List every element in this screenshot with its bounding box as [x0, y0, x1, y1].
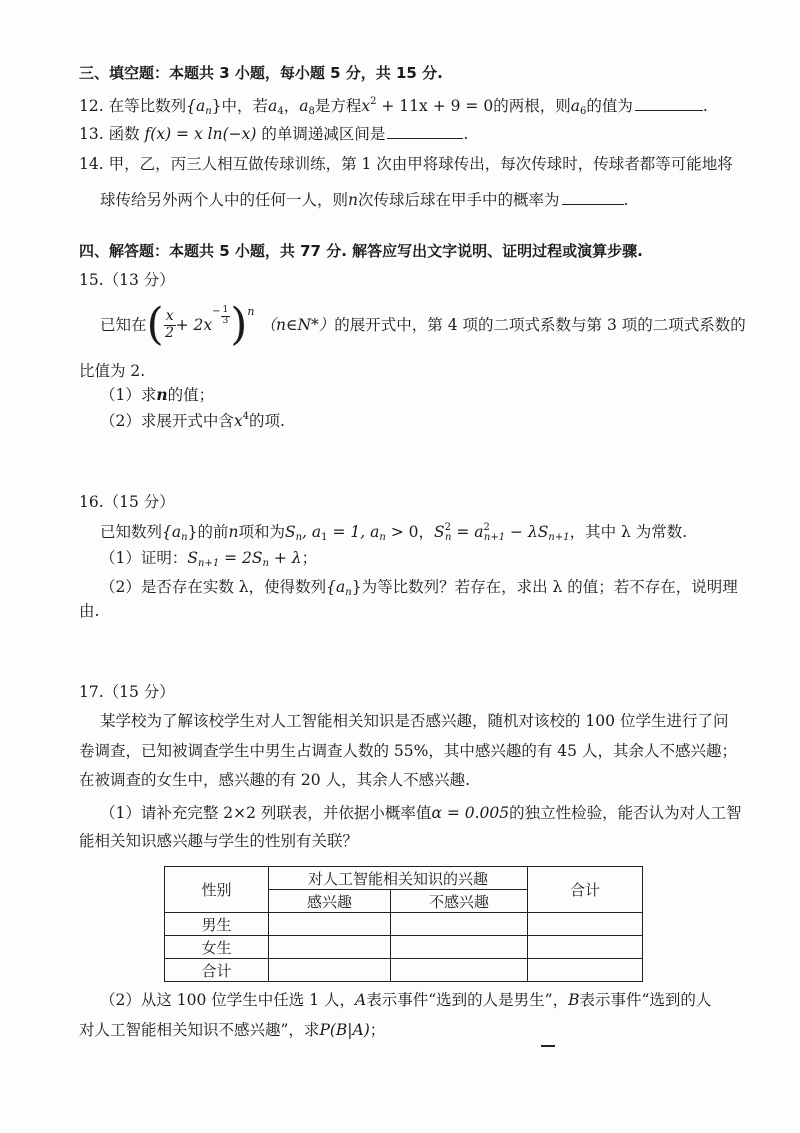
question-number: 14. [79, 155, 104, 173]
table-cell[interactable] [528, 913, 643, 936]
question-14-line-2: 球传给另外两个人中的任何一人，则n次传球后球在甲手中的概率为 . [100, 191, 629, 209]
question-16-part-1: （1）证明：$S_{n+1} = 2S_n + \lambda$； [100, 549, 318, 569]
question-17-line-1: 某学校为了解该校学生对人工智能相关知识是否感兴趣，随机对该校的 100 位学生进行了问 [100, 712, 729, 730]
answer-blank[interactable] [635, 109, 703, 111]
table-cell[interactable] [269, 936, 391, 959]
table-row [165, 913, 643, 936]
table-cell[interactable] [269, 913, 391, 936]
header-interest: 对人工智能相关知识的兴趣 [269, 867, 528, 890]
header-gender: 性别 [165, 867, 269, 913]
answer-blank[interactable] [387, 137, 463, 139]
question-17-line-2: 卷调查，已知被调查学生中男生占调查人数的 55%，其中感兴趣的有 45 人，其余人不感兴趣； [79, 742, 737, 760]
binomial-expression: ( $\frac{x}{2}$ + 2x − $\frac{1}{3}$ ) n [146, 299, 255, 350]
section-heading-solutions: 四、解答题：本题共 5 小题，共 77 分. 解答应写出文字说明、证明过程或演算步骤. [79, 242, 643, 260]
question-15-part-1: （1）求n的值； [100, 385, 215, 404]
question-number: 13. [79, 125, 104, 143]
contingency-table [164, 866, 643, 982]
question-17-header: 17.（15 分） [79, 683, 175, 701]
question-13: 13. 函数 f(x) = x ln(−x) 的单调递减区间是 . [79, 125, 469, 143]
question-17-line-3: 在被调查的女生中，感兴趣的有 20 人，其余人不感兴趣. [79, 771, 471, 789]
section-heading-fill-in: 三、填空题：本题共 3 小题，每小题 5 分，共 15 分. [79, 64, 443, 82]
page-mark [541, 1045, 555, 1047]
question-12: 12. 在等比数列$\{a_n\}$中，若$a_4$，$a_8$是方程$x^2 + 11x + 9 = 0$的两根，则$a_6$的值为 . [79, 96, 708, 117]
header-interested: 感兴趣 [269, 890, 391, 913]
table-cell[interactable] [391, 936, 528, 959]
table-cell[interactable] [528, 959, 643, 982]
row-label: 女生 [165, 936, 269, 959]
table-cell[interactable] [391, 959, 528, 982]
table-cell[interactable] [269, 959, 391, 982]
table-row [165, 936, 643, 959]
question-15-part-2: （2）求展开式中含$x^4$的项. [100, 411, 285, 430]
function-expression: f(x) = x ln(−x) [144, 125, 257, 143]
question-number: 12. [79, 97, 104, 115]
header-not-interested: 不感兴趣 [391, 890, 528, 913]
question-15-line-2: 比值为 2. [79, 362, 146, 380]
table-row [165, 959, 643, 982]
question-16-header: 16.（15 分） [79, 493, 175, 511]
table-cell[interactable] [391, 913, 528, 936]
question-15-statement: 已知在 ( $\frac{x}{2}$ + 2x − $\frac{1}{3}$ ) n （n∈N*） 的展开式中，第 4 项的二项式系数与第 3 项的二项式系数的 [100, 299, 746, 350]
row-label: 男生 [165, 913, 269, 936]
row-label: 合计 [165, 959, 269, 982]
question-17-part-2: （2）从这 100 位学生中任选 1 人，A表示事件“选到的人是男生”，B表示事件“选到的人 [100, 991, 712, 1009]
table-cell[interactable] [528, 936, 643, 959]
question-16-part-2-cont: 由. [79, 602, 100, 620]
question-16-part-2: （2）是否存在实数 λ，使得数列$\{a_n\}$为等比数列？若存在，求出 λ 的值；若不存在，说明理 [100, 578, 738, 598]
header-total: 合计 [528, 867, 643, 913]
question-17-part-2-cont: 对人工智能相关知识不感兴趣”，求P(B|A)； [79, 1021, 386, 1039]
question-17-part-1-cont: 能相关知识感兴趣与学生的性别有关联？ [79, 832, 359, 850]
answer-blank[interactable] [562, 203, 624, 205]
question-14-line-1: 14. 甲，乙，丙三人相互做传球训练，第 1 次由甲将球传出，每次传球时，传球者都等可能地将 [79, 155, 733, 173]
question-15-header: 15.（13 分） [79, 271, 175, 289]
question-16-statement: 已知数列$\{a_n\}$的前n项和为$S_n$, $a_1 = 1$, $a_n > 0$，$S^2_n = a^2_{n+1} - \lambda S_{n+1}$，其中 λ 为常数. [100, 522, 688, 543]
question-17-part-1: （1）请补充完整 2×2 列联表，并依据小概率值α = 0.005的独立性检验，能否认为对人工智 [100, 804, 742, 822]
